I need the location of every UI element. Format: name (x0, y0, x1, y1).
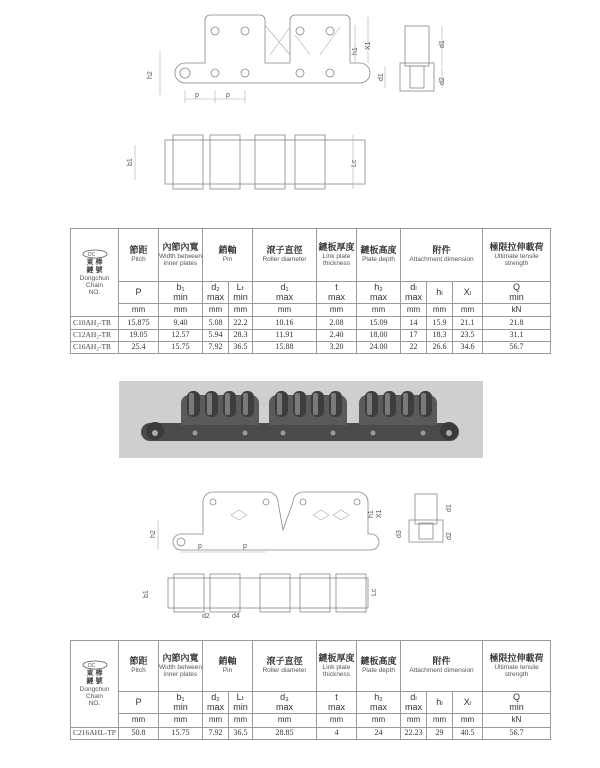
sym-h2: h₂ (374, 691, 383, 702)
sym-d1: d₁ (280, 281, 289, 292)
sym-t: t (335, 281, 338, 292)
label-h1: h1 (352, 47, 359, 55)
chain-top-view-1 (125, 130, 365, 195)
cell-b1: 12.57 (159, 329, 203, 341)
cell-d: 11.91 (253, 329, 317, 341)
lim-d1: max (276, 291, 294, 302)
cell-xl: 21.1 (453, 317, 483, 329)
chain-end-view-2 (395, 492, 465, 547)
hdr-tensile-en: Ultimate tensile strength (494, 663, 539, 678)
label-p: p (198, 543, 202, 550)
cell-q: 21.8 (483, 317, 551, 329)
hdr-plate-depth-en: Plate depth (362, 667, 395, 675)
hdr-plate-thickness: 鏈板厚度 (318, 241, 355, 252)
cell-d2: 5.94 (203, 329, 229, 341)
cell-hl: 18.3 (427, 329, 453, 341)
chain-top-view-2 (140, 570, 380, 620)
label-d1-top: d1 (439, 40, 446, 48)
lim-l: min (233, 291, 248, 302)
cell-q: 31.1 (483, 329, 551, 341)
hdr-inner-width-en: Width between inner plates (159, 663, 202, 678)
lim-l: min (233, 701, 248, 712)
cell-b1: 9.40 (159, 317, 203, 329)
sym-l: Lₜ (236, 691, 245, 702)
hdr-pitch-en: Pitch (131, 256, 146, 264)
cell-l: 28.3 (229, 329, 253, 341)
cell-hl: 26.6 (427, 341, 453, 353)
spec-table-2 (70, 640, 551, 740)
unit-cell: mm (119, 304, 159, 317)
unit-cell: mm (159, 304, 203, 317)
cell-t: 4 (317, 727, 357, 739)
sym-b1: b₁ (176, 691, 185, 702)
unit-cell: kN (483, 714, 551, 727)
hdr-tensile: 極限拉伸載荷 (489, 241, 544, 252)
unit-cell: mm (203, 304, 229, 317)
hdr-pin: 銷軸 (218, 656, 237, 667)
label-p: p (195, 92, 199, 99)
unit-cell: mm (401, 714, 427, 727)
cell-p: 19.05 (119, 329, 159, 341)
cell-b1: 15.75 (159, 341, 203, 353)
label-d1: d1 (446, 504, 453, 512)
cell-l: 36.5 (229, 341, 253, 353)
hdr-inner-width-en: Width between inner plates (159, 252, 202, 267)
sym-p: P (135, 286, 142, 297)
table-row (71, 727, 551, 739)
sym-l: Lₜ (236, 281, 245, 292)
hdr-plate-depth-en: Plate depth (362, 256, 395, 264)
label-d2: d2 (202, 613, 210, 620)
cell-d2: 7.92 (203, 341, 229, 353)
brand-cell (71, 229, 119, 317)
hdr-attachment: 附件 (432, 656, 451, 667)
label-h2: h2 (147, 71, 154, 79)
unit-cell: mm (253, 304, 317, 317)
hdr-inner-width: 內節內寬 (162, 241, 199, 252)
label-d2: d2 (439, 77, 446, 85)
unit-cell: kN (483, 304, 551, 317)
cell-d: 10.16 (253, 317, 317, 329)
dongchun-logo-icon (82, 660, 108, 670)
hdr-roller-en: Roller diameter (262, 256, 307, 264)
chain-photo (119, 381, 483, 458)
hdr-tensile: 極限拉伸載荷 (489, 652, 544, 663)
sym-t: t (335, 691, 338, 702)
sym-hl: hₗ (436, 696, 443, 707)
sym-p: P (135, 696, 142, 707)
lim-t: max (328, 701, 346, 712)
hdr-plate-thickness: 鏈板厚度 (318, 652, 355, 663)
lim-b1: min (173, 701, 188, 712)
label-p: p (243, 543, 247, 550)
hdr-plate-depth: 鏈板高度 (360, 245, 397, 256)
unit-cell: mm (119, 714, 159, 727)
spec-table-1 (70, 228, 551, 354)
hdr-tensile-en: Ultimate tensile strength (494, 252, 539, 267)
sym-d3: d₃ (280, 691, 289, 702)
svg-text:DC: DC (87, 663, 95, 670)
lim-t: max (328, 291, 346, 302)
table-row (71, 329, 551, 341)
unit-cell: mm (427, 304, 453, 317)
cell-t: 2.40 (317, 329, 357, 341)
lim-b1: min (173, 291, 188, 302)
cell-dl: 14 (401, 317, 427, 329)
cell-d: 15.88 (253, 341, 317, 353)
svg-text:DC: DC (87, 252, 95, 259)
unit-cell: mm (317, 304, 357, 317)
lim-d3: max (276, 701, 294, 712)
label-h2: h2 (150, 530, 157, 538)
sym-d2: d₂ (211, 281, 220, 292)
lim-h2: max (370, 701, 388, 712)
sym-h2: h₂ (374, 281, 383, 292)
brand-en: Dongchun Chain NO. (79, 274, 110, 296)
hdr-plate-depth: 鏈板高度 (360, 656, 397, 667)
unit-cell: mm (357, 304, 401, 317)
brand-en: Dongchun Chain NO. (79, 685, 110, 708)
hdr-pitch: 節距 (129, 245, 148, 256)
sym-q: Q (513, 691, 521, 702)
cell-model: C216AHL-TP (71, 727, 119, 739)
cell-t: 3.20 (317, 341, 357, 353)
cell-dl: 22.23 (401, 727, 427, 739)
hdr-attachment: 附件 (432, 245, 451, 256)
cell-xl: 23.5 (453, 329, 483, 341)
sym-d2: d₂ (211, 691, 220, 702)
hdr-plate-thickness-en: Link plate thickness (322, 252, 351, 267)
label-h1: h1 (368, 510, 375, 518)
cell-q: 56.7 (483, 341, 551, 353)
cell-dl: 22 (401, 341, 427, 353)
cell-p: 15.875 (119, 317, 159, 329)
hdr-pitch-en: Pitch (131, 667, 146, 675)
brand-cjk: 東 棒 鏈 號 (86, 670, 103, 686)
table-row (71, 317, 551, 329)
unit-cell: mm (453, 304, 483, 317)
chain-side-view-1 (147, 15, 380, 105)
brand-cell (71, 641, 119, 728)
unit-cell: mm (357, 714, 401, 727)
cell-dl: 17 (401, 329, 427, 341)
sym-xl: Xₗ (463, 696, 472, 707)
cell-xl: 40.5 (453, 727, 483, 739)
label-b1: b1 (143, 590, 150, 598)
sym-dl: dₗ (410, 691, 417, 702)
hdr-roller: 滾子直徑 (266, 245, 303, 256)
hdr-attachment-en: Attachment dimension (409, 256, 474, 264)
lim-q: min (509, 701, 524, 712)
sym-b1: b₁ (176, 281, 185, 292)
label-x1: X1 (376, 509, 383, 518)
hdr-pin: 銷軸 (218, 245, 237, 256)
hdr-pin-en: Pin (222, 256, 233, 264)
label-lc: Lc (371, 588, 378, 596)
dongchun-logo-icon (82, 249, 108, 259)
cell-l: 22.2 (229, 317, 253, 329)
unit-cell: mm (253, 714, 317, 727)
unit-cell: mm (401, 304, 427, 317)
cell-b1: 15.75 (159, 727, 203, 739)
cell-t: 2.08 (317, 317, 357, 329)
lim-d2: max (206, 701, 224, 712)
brand-cjk: 東 棒 鏈 號 (86, 259, 103, 274)
cell-d: 28.85 (253, 727, 317, 739)
cell-l: 36.5 (229, 727, 253, 739)
cell-h2: 24 (357, 727, 401, 739)
hdr-pin-en: Pin (222, 667, 233, 675)
hdr-roller: 滾子直徑 (266, 656, 303, 667)
hdr-roller-en: Roller diameter (262, 667, 307, 675)
sym-hl: hₗ (436, 286, 443, 297)
label-p: p (226, 92, 230, 99)
lim-dl: max (405, 291, 423, 302)
label-b1: b1 (127, 158, 134, 166)
chain-side-view-2 (143, 490, 383, 560)
table-row (71, 341, 551, 353)
label-d2: d2 (446, 532, 453, 540)
unit-cell: mm (427, 714, 453, 727)
label-lc: Lc (351, 159, 358, 167)
unit-cell: mm (159, 714, 203, 727)
cell-d2: 7.92 (203, 727, 229, 739)
cell-xl: 34.6 (453, 341, 483, 353)
cell-d2: 5.08 (203, 317, 229, 329)
cell-model: C16AH₂-TR (71, 341, 119, 353)
label-d3: d3 (396, 530, 403, 538)
cell-p: 25.4 (119, 341, 159, 353)
sym-dl: dₗ (410, 281, 417, 292)
unit-cell: mm (453, 714, 483, 727)
lim-dl: max (405, 701, 423, 712)
unit-cell: mm (229, 304, 253, 317)
cell-q: 56.7 (483, 727, 551, 739)
hdr-attachment-en: Attachment dimension (409, 667, 474, 675)
unit-cell: mm (229, 714, 253, 727)
sym-xl: Xₗ (463, 286, 472, 297)
cell-model: C10AH₂-TR (71, 317, 119, 329)
label-d4: d4 (232, 613, 240, 620)
chain-end-view-1 (380, 18, 460, 98)
unit-cell: mm (203, 714, 229, 727)
hdr-inner-width: 內節內寬 (162, 652, 199, 663)
cell-h2: 18.00 (357, 329, 401, 341)
cell-p: 50.8 (119, 727, 159, 739)
cell-hl: 29 (427, 727, 453, 739)
unit-cell: mm (317, 714, 357, 727)
label-x1: X1 (365, 41, 372, 50)
sym-q: Q (513, 281, 521, 292)
label-d1: d1 (378, 73, 385, 81)
chain-photo-image (119, 381, 483, 458)
lim-d2: max (206, 291, 224, 302)
cell-hl: 15.9 (427, 317, 453, 329)
cell-h2: 24.00 (357, 341, 401, 353)
cell-model: C12AH₂-TR (71, 329, 119, 341)
hdr-pitch: 節距 (129, 656, 148, 667)
cell-h2: 15.09 (357, 317, 401, 329)
lim-h2: max (370, 291, 388, 302)
lim-q: min (509, 291, 524, 302)
hdr-plate-thickness-en: Link plate thickness (322, 663, 351, 678)
